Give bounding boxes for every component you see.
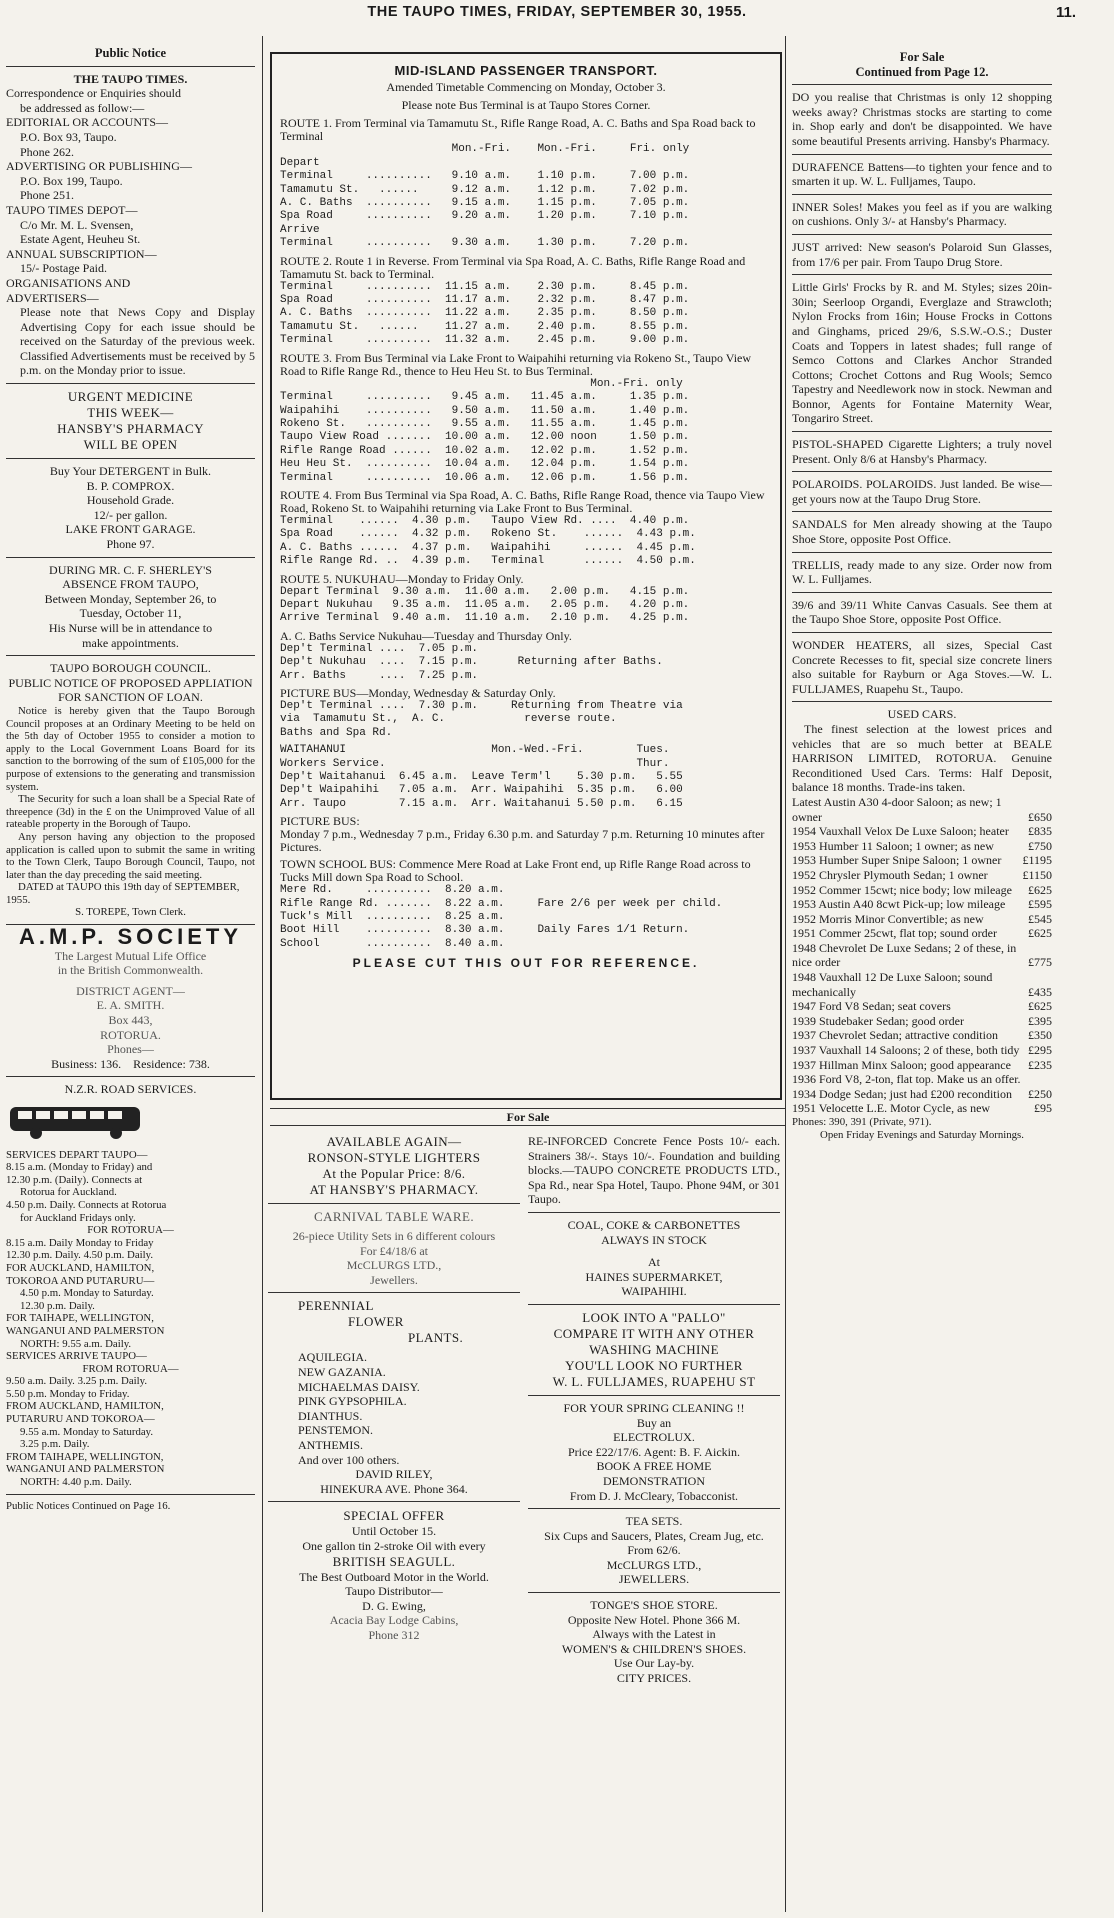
dealer-phones: Phones: 390, 391 (Private, 971).	[792, 1116, 932, 1128]
classified-ad: DO you realise that Christmas is only 12 shopping weeks away? Christmas stocks are starting to come in. Shop early and don't be disappointed. We have some beautiful Presents arriving. Hansby's Pharmacy.	[792, 90, 1052, 148]
car-price: £625	[1028, 926, 1052, 941]
car-description: 1952 Commer 15cwt; nice body; low mileage	[792, 882, 1012, 897]
line: His Nurse will be in attendance to	[48, 621, 213, 635]
borough-council-heading: TAUPO BOROUGH COUNCIL.	[50, 661, 211, 676]
classified-ad: WONDER HEATERS, all sizes, Special Cast Concrete Recesses to fit, special size concrete liners also suitable for Rayburn or Aga Stoves.—W. L. FULLJAMES, Ruapehu St., Taupo.	[792, 638, 1052, 696]
urgent-medicine-ad	[6, 389, 255, 453]
line: TAUPO TIMES DEPOT—	[6, 202, 138, 217]
route-3-table: Mon.-Fri. only Terminal .......... 9.45 a.m. 11.45 a.m. 1.35 p.m. Waipahihi .......... 9.50 a.m. 11.50 a.m. 1.40 p.m. Rokeno St. .......... 9.55 a.m. 11.55 a.m. 1.45 p.m. Taupo View Road ....... 10.00 a.m. 12.00 noon 1.50 p.m. Rifle Range Road ...... 10.02 a.m. 12.02 p.m. 1.52 p.m. Heu Heu St. .......... 10.04 a.m. 12.04 p.m. 1.54 p.m. Terminal .......... 10.06 a.m. 12.06 p.m. 1.56 p.m.	[280, 377, 690, 484]
line: ALWAYS IN STOCK	[601, 1232, 707, 1247]
route-5-table: Depart Terminal 9.30 a.m. 11.00 a.m. 2.00 p.m. 4.15 p.m. Depart Nukuhau 9.35 a.m. 11.05 a.m. 2.05 p.m. 4.20 p.m. Arrive Terminal 9.40 a.m. 11.10 a.m. 2.10 p.m. 4.25 p.m.	[280, 585, 690, 625]
line: CITY PRICES.	[616, 1671, 692, 1686]
line: McCLURGS LTD.,	[606, 1557, 702, 1572]
public-notice-heading: Public Notice	[94, 46, 167, 60]
line: WOMEN'S & CHILDREN'S SHOES.	[561, 1641, 747, 1656]
used-car-list	[792, 795, 1052, 1116]
car-description: 1952 Morris Minor Convertible; as new	[792, 911, 984, 926]
car-description: 1951 Commer 25cwt, flat top; sound order	[792, 926, 997, 941]
route-1-heading: ROUTE 1. From Terminal via Tamamutu St., Rifle Range Road, A. C. Baths and Spa Road back to Terminal	[280, 116, 756, 144]
line: ADVERTISERS—	[6, 290, 99, 305]
car-price: £250	[1028, 1086, 1052, 1101]
car-description: 1953 Humber 11 Saloon; 1 owner; as new	[792, 838, 994, 853]
classified-ad: PISTOL-SHAPED Cigarette Lighters; a truly novel Present. Only 8/6 at Hansby's Pharmacy.	[792, 437, 1052, 466]
line: W. L. FULLJAMES, RUAPEHU ST	[552, 1373, 756, 1389]
car-description: 1953 Austin A40 8cwt Pick-up; low mileage	[792, 897, 1006, 912]
line: PERENNIAL	[298, 1298, 374, 1314]
used-car-row	[792, 883, 1052, 898]
line: Tuesday, October 11,	[79, 606, 182, 621]
line: SERVICES DEPART TAUPO—	[6, 1148, 148, 1161]
line: TOKOROA AND PUTARURU—	[6, 1274, 155, 1287]
line: Phone 251.	[20, 188, 74, 203]
page-number: 11.	[1055, 4, 1076, 21]
line: FROM AUCKLAND, HAMILTON,	[6, 1400, 164, 1413]
line: 26-piece Utility Sets in 6 different colours	[292, 1229, 496, 1243]
tea-sets-ad	[528, 1514, 780, 1587]
route-2-table: Terminal .......... 11.15 a.m. 2.30 p.m. 8.45 p.m. Spa Road .......... 11.17 a.m. 2.32 p.m. 8.47 p.m. A. C. Baths .......... 11.22 a.m. 2.35 p.m. 8.50 p.m. Tamamutu St. ...... 11.27 a.m. 2.40 p.m. 8.55 p.m. Terminal .......... 11.32 a.m. 2.45 p.m. 9.00 p.m.	[280, 280, 690, 347]
line: 4.50 p.m. Monday to Saturday.	[20, 1287, 154, 1300]
line: NORTH: 4.40 p.m. Daily.	[20, 1476, 132, 1489]
used-car-row	[792, 926, 1052, 941]
car-description: Latest Austin A30 4-door Saloon; as new; 1 owner	[792, 794, 1002, 824]
used-car-row	[792, 912, 1052, 927]
detergent-ad	[6, 464, 255, 552]
line: SPECIAL OFFER	[343, 1508, 445, 1524]
line: FOR AUCKLAND, HAMILTON,	[6, 1261, 155, 1274]
car-description: 1937 Hillman Minx Saloon; good appearance	[792, 1057, 1011, 1072]
line: ANNUAL SUBSCRIPTION—	[6, 246, 157, 261]
picture-bus-heading: PICTURE BUS—Monday, Wednesday & Saturday Only.	[280, 686, 556, 700]
line: Until October 15.	[351, 1524, 437, 1539]
line: 15/- Postage Paid.	[20, 261, 107, 276]
school-bus-table: Mere Rd. .......... 8.20 a.m. Rifle Range Rd. ....... 8.22 a.m. Fare 2/6 per week per child. Tuck's Mill .......... 8.25 a.m. Boot Hill .......... 8.30 a.m. Daily Fares 1/1 Return. School .......... 8.40 a.m.	[280, 884, 723, 950]
used-car-row	[792, 839, 1052, 854]
line: 5.50 p.m. Monday to Friday.	[6, 1387, 130, 1400]
car-price: £1150	[1022, 867, 1052, 882]
route-4-table: Terminal ...... 4.30 p.m. Taupo View Rd. .... 4.40 p.m. Spa Road ...... 4.32 p.m. Rokeno St. ...... 4.43 p.m. A. C. Baths ...... 4.37 p.m. Waipahihi ...... 4.45 p.m. Rifle Range Rd. .. 4.39 p.m. Terminal ...... 4.50 p.m.	[280, 514, 696, 568]
used-car-row	[792, 868, 1052, 883]
line: ORGANISATIONS AND	[6, 275, 131, 290]
line: For £4/18/6 at	[360, 1243, 428, 1258]
car-price: £625	[1028, 882, 1052, 897]
line: Use Our Lay-by.	[613, 1656, 695, 1671]
line: 9.55 a.m. Monday to Saturday.	[20, 1425, 154, 1438]
line: ROTORUA.	[100, 1027, 161, 1042]
electrolux-ad	[528, 1401, 780, 1503]
line: FOR YOUR SPRING CLEANING !!	[563, 1400, 745, 1415]
car-description: 1951 Velocette L.E. Motor Cycle, as new	[792, 1101, 991, 1116]
borough-paragraph: The Security for such a loan shall be a Special Rate of threepence (3d) in the £ on the Unimproved Value of all rateable property in the Borough of Taupo.	[6, 793, 255, 831]
concrete-ad: RE-INFORCED Concrete Fence Posts 10/- each. Strainers 38/-. Stays 10/-. Foundation and building blocks.—TAUPO CONCRETE PRODUCTS LTD., Spa Rd., near Spa Hotel, Taupo. Phone 94M, or 301 Taupo.	[528, 1134, 780, 1207]
car-price: £435	[1028, 984, 1052, 999]
plant-seller: DAVID RILEY,	[355, 1467, 433, 1482]
line: McCLURGS LTD.,	[346, 1258, 442, 1273]
used-car-row	[792, 1014, 1052, 1029]
line: From D. J. McCleary, Tobacconist.	[569, 1488, 739, 1503]
used-car-row	[792, 941, 1052, 970]
line: 9.50 a.m. Daily. 3.25 p.m. Daily.	[6, 1375, 148, 1388]
line: Phone 97.	[106, 537, 155, 552]
car-description: 1936 Ford V8, 2-ton, flat top. Make us an offer.	[792, 1072, 1021, 1087]
classified-ad: DURAFENCE Battens—to tighten your fence and to smarten it up. W. L. Fulljames, Taupo.	[792, 159, 1052, 189]
used-car-row	[792, 1058, 1052, 1073]
plant-address: HINEKURA AVE. Phone 364.	[320, 1481, 468, 1496]
line: HAINES SUPERMARKET,	[585, 1269, 723, 1284]
baths-service-table: Dep't Terminal .... 7.05 p.m. Dep't Nukuhau .... 7.15 p.m. Returning after Baths. Arr. Baths .... 7.25 p.m.	[280, 642, 663, 682]
line: BOOK A FREE HOME	[596, 1459, 712, 1474]
line: LAKE FRONT GARAGE.	[65, 522, 196, 537]
borough-paragraph: Any person having any objection to the proposed application is called upon to submit the same in writing to the Town Clerk, Taupo Borough Council, Taupo, not later than the day preceding the said meeting.	[6, 830, 255, 881]
used-car-row	[792, 897, 1052, 912]
line: PLANTS.	[408, 1330, 464, 1346]
line: TEA SETS.	[625, 1514, 683, 1529]
special-offer-ad	[268, 1508, 520, 1642]
timetable-title: MID-ISLAND PASSENGER TRANSPORT.	[394, 63, 658, 78]
line: 12.30 p.m. Daily. 4.50 p.m. Daily.	[6, 1249, 154, 1262]
line: Household Grade.	[86, 493, 175, 508]
route-3-heading: ROUTE 3. From Bus Terminal via Lake Front to Waipahihi returning via Rokeno St., Taupo View Road to Rifle Range Rd., thence to Heu Heu St. to Bus Terminal.	[280, 350, 752, 378]
car-description: 1952 Chrysler Plymouth Sedan; 1 owner	[792, 867, 988, 882]
line: WANGANUI AND PALMERSTON	[6, 1324, 165, 1337]
timetable-box	[270, 52, 782, 1100]
line: P.O. Box 93, Taupo.	[20, 129, 117, 144]
line: ABSENCE FROM TAUPO,	[62, 577, 199, 592]
line: COMPARE IT WITH ANY OTHER	[553, 1325, 755, 1341]
line: WASHING MACHINE	[589, 1341, 719, 1357]
line: TONGE'S SHOE STORE.	[590, 1598, 718, 1613]
line: EDITORIAL OR ACCOUNTS—	[6, 115, 169, 130]
line: ADVERTISING OR PUBLISHING—	[6, 159, 192, 174]
line: WILL BE OPEN	[83, 437, 178, 453]
line: From 62/6.	[627, 1543, 681, 1558]
line: AVAILABLE AGAIN—	[326, 1134, 462, 1149]
car-price: £775	[1028, 955, 1052, 970]
line: 12.30 p.m. Daily.	[20, 1299, 95, 1312]
line: Six Cups and Saucers, Plates, Cream Jug, etc.	[544, 1528, 764, 1543]
classified-ad: SANDALS for Men already showing at the Taupo Shoe Store, opposite Post Office.	[792, 517, 1052, 547]
plant-item: AQUILEGIA.	[298, 1350, 367, 1365]
used-car-row	[792, 853, 1052, 868]
line: FLOWER	[348, 1314, 404, 1330]
middle-column-a	[268, 1130, 520, 1910]
bus-icon	[6, 1101, 146, 1141]
plant-item: MICHAELMAS DAISY.	[298, 1379, 420, 1394]
classified-ad: 39/6 and 39/11 White Canvas Casuals. See them at the Taupo Shoe Store, opposite Post Office.	[792, 597, 1052, 627]
used-car-row	[792, 970, 1052, 999]
line: Phone 312	[368, 1627, 420, 1642]
timetable-subtitle: Amended Timetable Commencing on Monday, October 3.	[386, 80, 666, 95]
line: RONSON-STYLE LIGHTERS	[307, 1150, 481, 1165]
line: Opposite New Hotel. Phone 366 M.	[567, 1612, 741, 1627]
borough-signature: S. TOREPE, Town Clerk.	[75, 906, 186, 919]
line: Rotorua for Auckland.	[20, 1186, 117, 1199]
route-1-table: Mon.-Fri. Mon.-Fri. Fri. only Depart Terminal .......... 9.10 a.m. 1.10 p.m. 7.00 p.m. Tamamutu St. ...... 9.12 a.m. 1.12 p.m. 7.02 p.m. A. C. Baths .......... 9.15 a.m. 1.15 p.m. 7.05 p.m. Spa Road .......... 9.20 a.m. 1.20 p.m. 7.10 p.m. Arrive Terminal .......... 9.30 a.m. 1.30 p.m. 7.20 p.m.	[280, 143, 690, 250]
right-column	[792, 36, 1052, 1910]
line: D. G. Ewing,	[362, 1598, 426, 1613]
line: Estate Agent, Heuheu St.	[20, 232, 141, 247]
line: for Auckland Fridays only.	[20, 1211, 136, 1224]
line: CARNIVAL TABLE WARE.	[314, 1209, 474, 1224]
line: URGENT MEDICINE	[67, 389, 194, 405]
car-price: £350	[1028, 1028, 1052, 1043]
line: Always with the Latest in	[592, 1627, 716, 1642]
car-price: £545	[1028, 911, 1052, 926]
picture-bus-2-text: Monday 7 p.m., Wednesday 7 p.m., Friday 6.30 p.m. and Saturday 7 p.m. Returning 10 minutes after Pictures.	[280, 827, 765, 855]
line: At	[648, 1255, 660, 1270]
coal-ad	[528, 1218, 780, 1299]
car-price: £95	[1034, 1101, 1052, 1116]
line: FROM TAIHAPE, WELLINGTON,	[6, 1450, 164, 1463]
newspaper-title: THE TAUPO TIMES, FRIDAY, SEPTEMBER 30, 1955.	[367, 4, 747, 20]
line: 12/- per gallon.	[93, 507, 168, 522]
line: Buy an	[636, 1415, 672, 1430]
line: Phone 262.	[20, 144, 74, 159]
line: Correspondence or Enquiries should	[6, 86, 181, 101]
line: Jewellers.	[370, 1272, 418, 1287]
line: E. A. SMITH.	[96, 998, 165, 1013]
used-cars-heading: USED CARS.	[887, 707, 957, 722]
line: FOR ROTORUA—	[87, 1224, 174, 1237]
borough-loan-subheading: PUBLIC NOTICE OF PROPOSED APPLIATION FOR SANCTION OF LOAN.	[8, 675, 253, 705]
line: DEMONSTRATION	[603, 1473, 705, 1488]
car-price: £750	[1028, 838, 1052, 853]
public-notices-continued: Public Notices Continued on Page 16.	[6, 1499, 171, 1512]
plant-item: ANTHEMIS.	[298, 1437, 363, 1452]
line: THIS WEEK—	[87, 405, 174, 421]
line: Buy Your DETERGENT in Bulk.	[49, 464, 212, 479]
amp-phones: Business: 136. Residence: 738.	[51, 1056, 210, 1071]
picture-bus-2-heading: PICTURE BUS:	[280, 814, 360, 829]
classified-ad: INNER Soles! Makes you feel as if you are walking on cushions. Only 3/- at Hansby's Pharmacy.	[792, 199, 1052, 229]
line: Phones—	[107, 1042, 154, 1057]
car-description: 1953 Humber Super Snipe Saloon; 1 owner	[792, 853, 1002, 868]
line: ELECTROLUX.	[613, 1430, 695, 1445]
borough-dated: DATED at TAUPO this 19th day of SEPTEMBER, 1955.	[6, 881, 240, 906]
car-price: £625	[1028, 999, 1052, 1014]
column-rule	[785, 36, 786, 1912]
car-price: £395	[1028, 1013, 1052, 1028]
line: 8.15 a.m. (Monday to Friday) and	[6, 1161, 153, 1174]
car-description: 1948 Chevrolet De Luxe Sedans; 2 of these, in nice order	[792, 940, 1017, 970]
line: 8.15 a.m. Daily Monday to Friday	[6, 1236, 154, 1249]
line: YOU'LL LOOK NO FURTHER	[565, 1357, 743, 1373]
middle-column-b	[528, 1130, 780, 1910]
car-price: £235	[1028, 1057, 1052, 1072]
masthead	[0, 4, 1114, 26]
car-description: 1934 Dodge Sedan; just had £200 recondition	[792, 1086, 1012, 1101]
used-cars-intro: The finest selection at the lowest prices and vehicles that are so much better at BEALE HARRISON LIMITED, ROTORUA. Genuine Reconditioned Used Cars. Terms: Half Deposit, balance 18 months. Trade-ins taken.	[792, 721, 1052, 795]
line: Box 443,	[108, 1013, 153, 1028]
timetable-terminal-note: Please note Bus Terminal is at Taupo Stores Corner.	[401, 98, 651, 113]
cut-out-note: PLEASE CUT THIS OUT FOR REFERENCE.	[352, 956, 700, 971]
taupo-times-lines	[6, 86, 255, 305]
plant-item: NEW GAZANIA.	[298, 1364, 386, 1379]
plant-item: PENSTEMON.	[298, 1423, 374, 1438]
line: 4.50 p.m. Daily. Connects at Rotorua	[6, 1198, 167, 1211]
tonges-shoe-store-ad	[528, 1598, 780, 1686]
line: 12.30 p.m. (Daily). Connects at	[6, 1173, 143, 1186]
line: 3.25 p.m. Daily.	[20, 1438, 90, 1451]
used-car-row	[792, 1101, 1052, 1116]
line: AT HANSBY'S PHARMACY.	[309, 1182, 479, 1197]
plant-item: DIANTHUS.	[298, 1408, 363, 1423]
used-car-row	[792, 1028, 1052, 1043]
car-description: 1948 Vauxhall 12 De Luxe Saloon; sound mechanically	[792, 970, 993, 999]
sherley-notice	[6, 563, 255, 651]
borough-paragraph: Notice is hereby given that the Taupo Borough Council proposes at an Ordinary Meeting to be held on the 5th day of October 1955 to consider a motion to apply to the Local Government Loans Board for its sanction to the borrowing of the sum of £105,000 for the purpose of extensions to the generating and transmission system.	[6, 704, 255, 793]
line: Acacia Bay Lodge Cabins,	[329, 1613, 459, 1628]
line: DURING MR. C. F. SHERLEY'S	[49, 562, 212, 577]
classified-ad: POLAROIDS. POLAROIDS. Just landed. Be wise—get yours now at the Taupo Drug Store.	[792, 477, 1052, 506]
car-price: £835	[1028, 824, 1052, 839]
car-price: £650	[1028, 809, 1052, 824]
classified-ad: JUST arrived: New season's Polaroid Sun Glasses, from 17/6 per pair. From Taupo Drug Store.	[792, 239, 1052, 269]
line: DISTRICT AGENT—	[76, 983, 185, 998]
copy-deadline-paragraph: Please note that News Copy and Display Advertising Copy for each issue should be received on the Saturday of the previous week. Classified Advertisements must be received by 5 p.m. on the Monday prior to issue.	[20, 305, 255, 378]
for-sale-heading: For Sale	[899, 50, 945, 64]
perennial-ad	[268, 1298, 520, 1496]
line: in the British Commonwealth.	[57, 963, 204, 978]
used-car-row	[792, 795, 1052, 824]
nzr-heading: N.Z.R. ROAD SERVICES.	[64, 1082, 197, 1097]
for-sale-bar: For Sale	[270, 1108, 786, 1126]
line: P.O. Box 199, Taupo.	[20, 173, 123, 188]
line: Price £22/17/6. Agent: B. F. Aickin.	[567, 1444, 741, 1459]
used-car-row	[792, 1043, 1052, 1058]
car-description: 1937 Vauxhall 14 Saloons; 2 of these, both tidy	[792, 1043, 1020, 1058]
line: SERVICES ARRIVE TAUPO—	[6, 1350, 147, 1363]
line: PUTARURU AND TOKOROA—	[6, 1413, 155, 1426]
picture-bus-table: Dep't Terminal .... 7.30 p.m. Returning from Theatre via via Tamamutu St., A. C. reverse route. Baths and Spa Rd.	[280, 700, 683, 739]
car-description: 1939 Studebaker Sedan; good order	[792, 1013, 964, 1028]
route-4-heading: ROUTE 4. From Bus Terminal via Spa Road, A. C. Baths, Rifle Range Road, thence via Taupo View Road, Rokeno St. to Waipahihi returning via Lake Front to Bus Terminal.	[280, 487, 765, 515]
nzr-schedule	[6, 1149, 255, 1489]
line: LOOK INTO A "PALLO"	[582, 1309, 726, 1325]
carnival-ad	[268, 1209, 520, 1287]
baths-service-heading: A. C. Baths Service Nukuhau—Tuesday and Thursday Only.	[280, 628, 572, 643]
continued-from-heading: Continued from Page 12.	[855, 64, 989, 79]
car-description: 1947 Ford V8 Sedan; seat covers	[792, 999, 951, 1014]
line: BRITISH SEAGULL.	[332, 1553, 456, 1569]
used-car-row	[792, 824, 1052, 839]
line: COAL, COKE & CARBONETTES	[567, 1217, 741, 1232]
car-description: 1937 Chevrolet Sedan; attractive condition	[792, 1028, 998, 1043]
ronson-ad	[268, 1134, 520, 1198]
line: make appointments.	[82, 635, 179, 650]
line: WAIPAHIHI.	[621, 1284, 687, 1299]
line: At the Popular Price: 8/6.	[322, 1166, 466, 1181]
opening-hours: Open Friday Evenings and Saturday Mornings.	[820, 1128, 1024, 1141]
amp-society-ad	[6, 949, 255, 1057]
line: The Largest Mutual Life Office	[54, 948, 207, 963]
used-car-row	[792, 1087, 1052, 1102]
line: NORTH: 9.55 a.m. Daily.	[20, 1337, 132, 1350]
car-description: 1954 Vauxhall Velox De Luxe Saloon; heater	[792, 824, 1009, 839]
pallo-ad	[528, 1310, 780, 1390]
car-price: £1195	[1022, 853, 1052, 868]
classified-ad: TRELLIS, ready made to any size. Order now from W. L. Fulljames.	[792, 557, 1052, 587]
line: One gallon tin 2-stroke Oil with every	[302, 1538, 486, 1553]
left-column	[6, 36, 255, 1910]
line: B. P. COMPROX.	[86, 478, 175, 493]
taupo-times-heading: THE TAUPO TIMES.	[73, 71, 188, 86]
line: WANGANUI AND PALMERSTON	[6, 1463, 165, 1476]
line: JEWELLERS.	[618, 1572, 690, 1587]
car-price: £595	[1028, 897, 1052, 912]
school-bus-heading: TOWN SCHOOL BUS: Commence Mere Road at Lake Front end, up Rifle Range Road across to Tucks Mill down Spa Road to School.	[280, 857, 751, 885]
route-5-heading: ROUTE 5. NUKUHAU—Monday to Friday Only.	[280, 571, 524, 586]
line: Taupo Distributor—	[345, 1584, 443, 1599]
line: FOR TAIHAPE, WELLINGTON,	[6, 1312, 154, 1325]
classified-ad: Little Girls' Frocks by R. and M. Styles; sizes 20in-30in; Seerloop Organdi, Everglaze and Strawcloth; Nylon Frocks from 16in; House Frocks in Cottons and Ginghams, priced 29/6, S.S.W.-O.S.; Duster Coats and Toppers in latest shades; full range of Semco Cottons and Clarkes Anchor Stranded Cottons; Crochet Cottons and Rug Wools; Semco Tapestry and Needlework now in stock. Newman and Bonnor, Agents for Fontaine Maternity Wear, Tongariro Street.	[792, 280, 1052, 426]
used-car-row	[792, 999, 1052, 1014]
line: Between Monday, September 26, to	[44, 591, 217, 606]
amp-society-logo: A.M.P. SOCIETY	[18, 924, 243, 950]
line: FROM ROTORUA—	[82, 1362, 179, 1375]
line: HANSBY'S PHARMACY	[57, 421, 204, 437]
line: The Best Outboard Motor in the World.	[299, 1569, 489, 1584]
route-2-heading: ROUTE 2. Route 1 in Reverse. From Terminal via Spa Road, A. C. Baths, Rifle Range Road and Tamamutu St. back to Terminal.	[280, 253, 746, 281]
plant-more: And over 100 others.	[298, 1452, 400, 1467]
line: C/o Mr. M. L. Svensen,	[20, 217, 134, 232]
waitahanui-table: WAITAHANUI Mon.-Wed.-Fri. Tues. Workers Service. Thur. Dep't Waitahanui 6.45 a.m. Leave Term'l 5.30 p.m. 5.55 Dep't Waipahihi 7.05 a.m. Arr. Waipahihi 5.35 p.m. 6.00 Arr. Taupo 7.15 a.m. Arr. Waitahanui 5.50 p.m. 6.15	[280, 744, 683, 810]
line: be addressed as follow:—	[20, 100, 145, 115]
car-price: £295	[1028, 1043, 1052, 1058]
plant-item: PINK GYPSOPHILA.	[298, 1394, 407, 1409]
column-rule	[262, 36, 263, 1912]
used-car-row	[792, 1072, 1052, 1087]
